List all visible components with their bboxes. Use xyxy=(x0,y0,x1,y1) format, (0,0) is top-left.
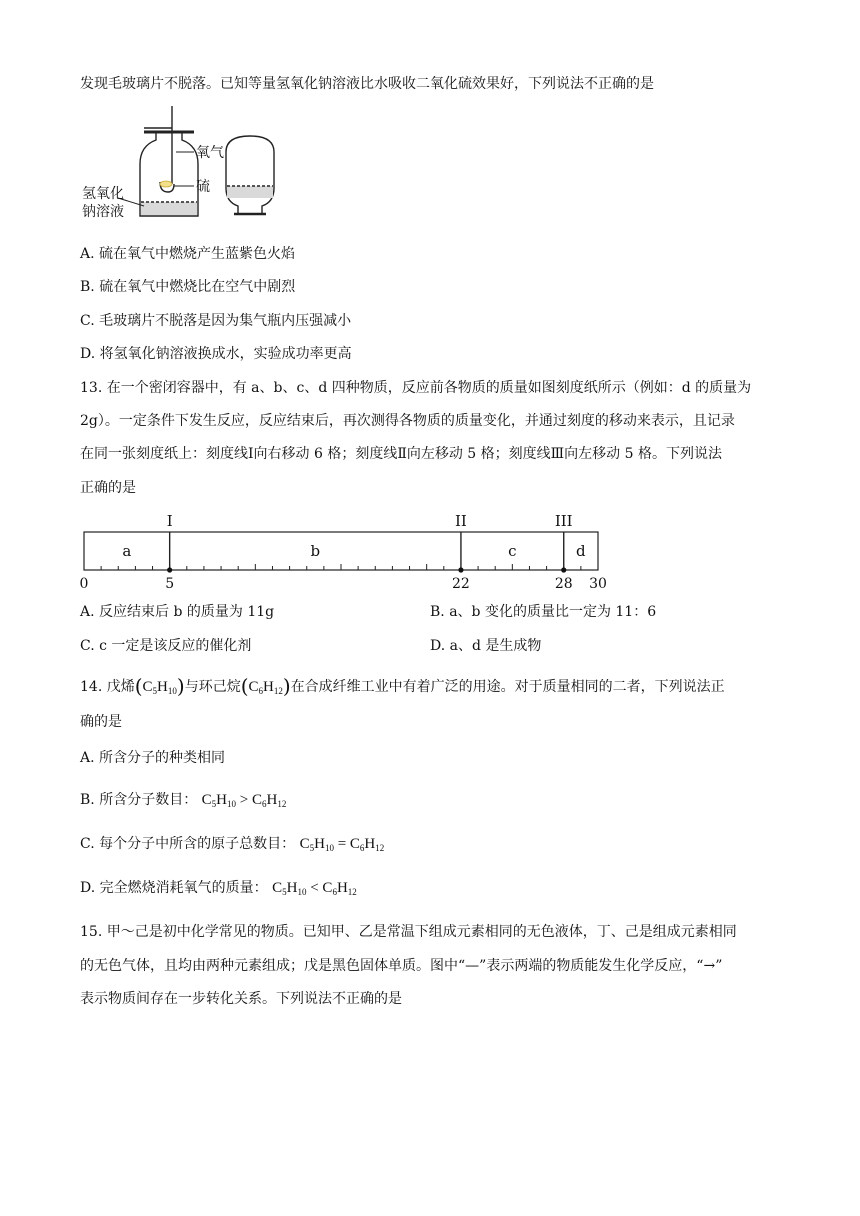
scale-mark-dot-III xyxy=(561,567,566,572)
q13-stem-line3: 在同一张刻度纸上：刻度线Ⅰ向右移动 6 格；刻度线Ⅱ向左移动 5 格；刻度线Ⅲ向左移动 5 格。下列说法 xyxy=(80,446,722,462)
q15-stem-line1: 15. 甲～己是初中化学常见的物质。已知甲、乙是常温下组成元素相同的无色液体，丁、己是组成元素相同 xyxy=(80,924,737,940)
tick-label: 28 xyxy=(554,576,573,592)
formula-c6h12: $C_6H_{12}$ xyxy=(248,679,283,696)
label-naoh-2: 钠溶液 xyxy=(82,204,124,220)
q13-stem-line1: 13. 在一个密闭容器中，有 a、b、c、d 四种物质，反应前各物质的质量如图刻度纸所示（例如：d 的质量为 xyxy=(80,380,752,396)
scale-mark-dot-II xyxy=(458,567,463,572)
q14-option-a: A. 所含分子的种类相同 xyxy=(80,750,226,766)
label-oxygen: 氧气 xyxy=(196,145,224,161)
q12-option-b: B. 硫在氧气中燃烧比在空气中剧烈 xyxy=(80,279,296,295)
label-sulfur: 硫 xyxy=(196,179,210,195)
gas-jar-with-burning-spoon xyxy=(118,106,198,216)
q12-stem-tail: 发现毛玻璃片不脱落。已知等量氢氧化钠溶液比水吸收二氧化硫效果好，下列说法不正确的是 xyxy=(80,76,654,92)
segment-label-c: c xyxy=(508,542,517,560)
scale-segments xyxy=(122,542,586,560)
segment-label-b: b xyxy=(310,542,321,560)
q12-option-c: C. 毛玻璃片不脱落是因为集气瓶内压强减小 xyxy=(80,313,352,329)
scale-mark-dot-I xyxy=(167,567,172,572)
q14-option-b: B. 所含分子数目： $C_5H_{10} > C_6H_{12}$ xyxy=(80,792,287,809)
q12-option-d: D. 将氢氧化钠溶液换成水，实验成功率更高 xyxy=(80,346,352,362)
inverted-jar-outline xyxy=(226,136,274,214)
q13-option-a: A. 反应结束后 b 的质量为 11g xyxy=(80,604,275,620)
tick-label: 0 xyxy=(79,576,89,592)
scale-mark-label-II: II xyxy=(455,512,467,530)
segment-label-a: a xyxy=(122,542,132,560)
tick-label: 30 xyxy=(589,576,607,592)
q13-option-b: B. a、b 变化的质量比一定为 11：6 xyxy=(430,604,657,620)
q13-stem-line2: 2g）。一定条件下发生反应，反应结束后，再次测得各物质的质量变化，并通过刻度的移动来表示，且记录 xyxy=(80,413,735,429)
q15-stem-line2: 的无色气体，且均由两种元素组成；戊是黑色固体单质。图中“—”表示两端的物质能发生化学反应，“→” xyxy=(80,958,723,974)
scale-mark-label-III: III xyxy=(554,512,573,530)
scale-mark-label-I: I xyxy=(166,512,173,530)
apparatus-figure xyxy=(78,102,278,222)
solution xyxy=(141,202,197,215)
scale-ticks xyxy=(84,564,598,570)
q13-option-d: D. a、d 是生成物 xyxy=(430,638,542,654)
formula-c5h10: $C_5H_{10}$ xyxy=(142,679,177,696)
inverted-solution xyxy=(227,186,273,198)
q14-option-c: C. 每个分子中所含的原子总数目： $C_5H_{10} = C_6H_{12}$ xyxy=(80,836,385,853)
q12-option-a: A. 硫在氧气中燃烧产生蓝紫色火焰 xyxy=(80,246,296,262)
scale-tick-labels xyxy=(80,576,607,592)
label-naoh-1: 氢氧化 xyxy=(82,186,124,202)
q14-stem-line1: 14. 戊烯$(C_5H_{10})$与环己烷$(C_6H_{12})$在合成纤维工业中有着广泛的用途。对于质量相同的二者，下列说法正 xyxy=(80,674,725,698)
tick-label: 5 xyxy=(165,576,175,592)
segment-label-d: d xyxy=(576,542,586,560)
q14-stem-line2: 确的是 xyxy=(80,714,122,730)
q13-option-c: C. c 一定是该反应的催化剂 xyxy=(80,638,252,654)
q13-stem-line4: 正确的是 xyxy=(80,480,136,496)
sulfur-flame xyxy=(160,181,172,187)
q15-stem-line3: 表示物质间存在一步转化关系。下列说法不正确的是 xyxy=(80,991,402,1007)
inverted-gas-jar xyxy=(226,136,274,214)
scale-figure xyxy=(70,508,630,592)
q14-option-d: D. 完全燃烧消耗氧气的质量： $C_5H_{10} < C_6H_{12}$ xyxy=(80,880,357,897)
tick-label: 22 xyxy=(452,576,470,592)
